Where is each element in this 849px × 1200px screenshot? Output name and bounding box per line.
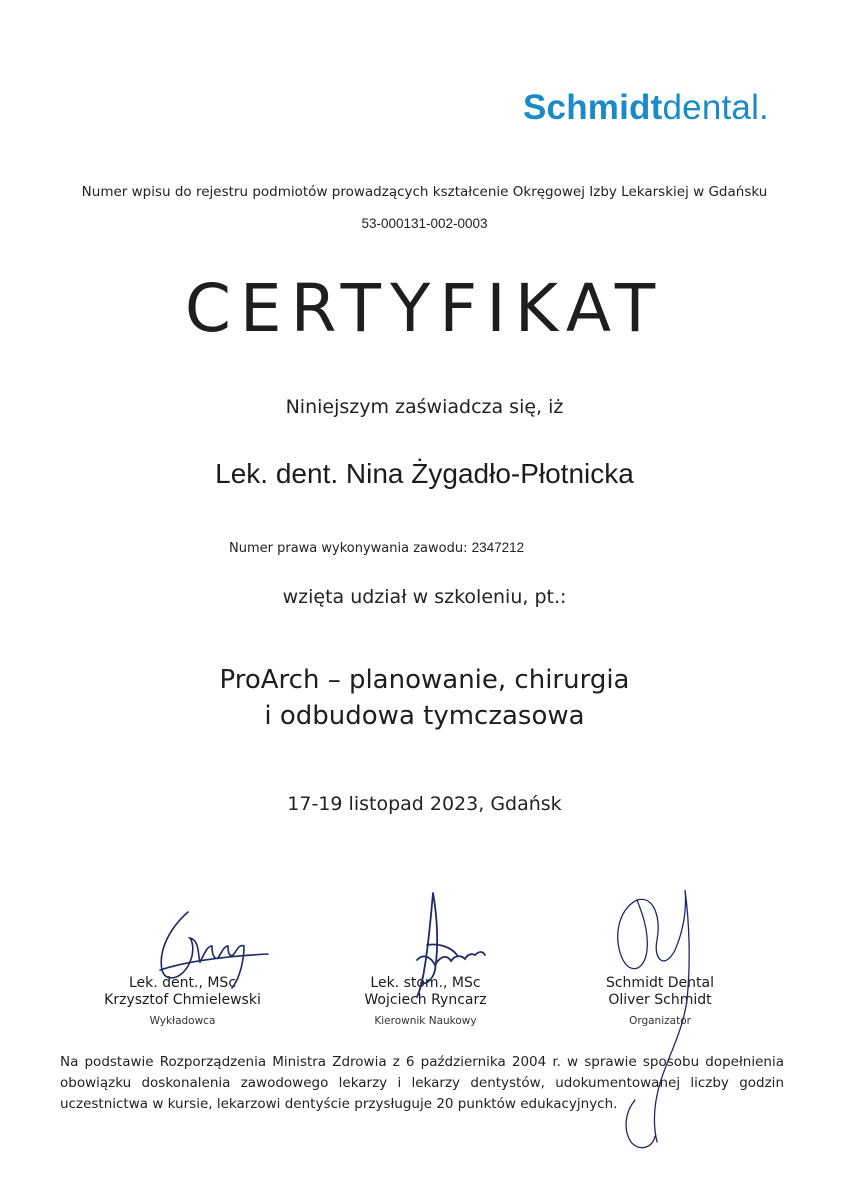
course-dates: 17-19 listopad 2023, Gdańsk xyxy=(287,793,562,815)
signatory-name: Wojciech Ryncarz xyxy=(364,992,487,1008)
signature-chmielewski xyxy=(140,900,290,1000)
signatory-title: Schmidt Dental xyxy=(605,975,715,991)
course-title-line1: ProArch – planowanie, chirurgia xyxy=(219,665,630,695)
schmidtdental-logo: Schmidtdental. xyxy=(523,88,769,127)
signature-schmidt xyxy=(595,880,705,1160)
course-title-line2: i odbudowa tymczasowa xyxy=(264,701,585,731)
signature-ryncarz xyxy=(395,885,505,1000)
signatory-name: Krzysztof Chmielewski xyxy=(104,992,261,1008)
signatory-name: Oliver Schmidt xyxy=(608,992,712,1008)
license-label: Numer prawa wykonywania zawodu: xyxy=(229,541,468,556)
participation-text: wzięta udział w szkoleniu, pt.: xyxy=(282,586,567,608)
intro-text: Niniejszym zaświadcza się, iż xyxy=(285,396,564,418)
license-line xyxy=(229,540,524,556)
signatory-role: Organizator xyxy=(629,1015,691,1027)
legal-footer: Na podstawie Rozporządzenia Ministra Zdrowia z 6 października 2004 r. w sprawie sposobu dopełnienia obowiązku doskonalenia zawodowego lekarzy i lekarzy dentystów, udokumentowanej liczby godzin uczestnictwa w kursie, lekarzowi dentyście przysługuje 20 punktów edukacyjnych. xyxy=(60,1054,784,1112)
course-title xyxy=(0,662,849,734)
signatory-title: Lek. stom., MSc xyxy=(370,975,481,991)
signatory-role: Wykładowca xyxy=(149,1015,216,1027)
signatory-title: Lek. dent., MSc xyxy=(128,975,237,991)
signatory-role: Kierownik Naukowy xyxy=(374,1015,477,1027)
certificate-title: CERTYFIKAT xyxy=(184,270,665,347)
registry-line: Numer wpisu do rejestru podmiotów prowadzących kształcenie Okręgowej Izby Lekarskiej w Gdańsku xyxy=(81,184,768,200)
registry-number: 53-000131-002-0003 xyxy=(361,216,488,231)
participant-name: Lek. dent. Nina Żygadło-Płotnicka xyxy=(215,458,634,489)
license-number: 2347212 xyxy=(471,540,525,555)
